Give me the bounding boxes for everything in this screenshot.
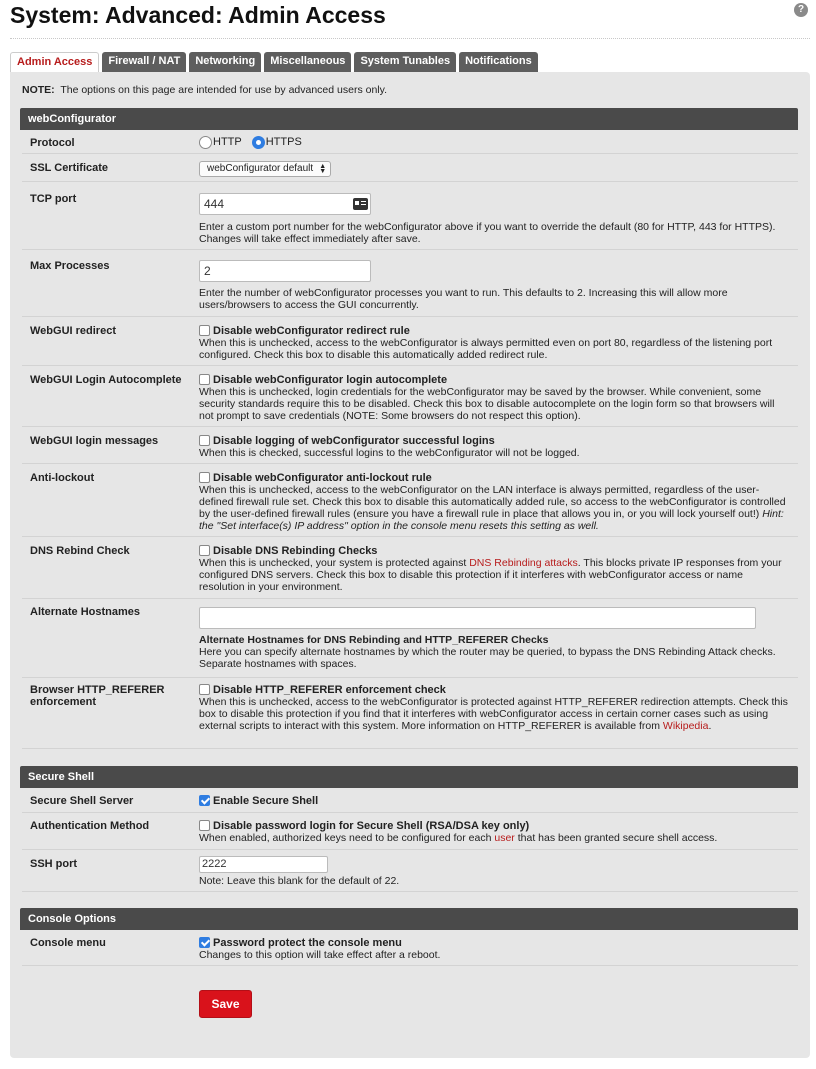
ssh-server-label: Secure Shell Server	[30, 795, 134, 807]
ssh-auth-help: When enabled, authorized keys need to be configured for each user that has been granted secure shell access.	[199, 832, 718, 844]
dns-rebind-help: When this is unchecked, your system is protected against DNS Rebinding attacks. This blocks private IP responses from your configured DNS servers. Check this box to disable this protection if it interferes with webConfigurator access or name resolution in your environment.	[199, 557, 782, 593]
ssh-port-row	[22, 850, 798, 892]
ssh-auth-label: Authentication Method	[30, 820, 150, 832]
login-messages-row	[22, 427, 798, 464]
dns-rebind-label: DNS Rebind Check	[30, 545, 130, 557]
alt-hostnames-label: Alternate Hostnames	[30, 606, 141, 618]
webgui-redirect-label: WebGUI redirect	[30, 325, 116, 337]
protocol-label: Protocol	[30, 137, 75, 149]
http-radio[interactable]	[199, 136, 212, 149]
ssh-port-input[interactable]: 2222	[199, 856, 328, 873]
anti-lockout-help: When this is unchecked, access to the webConfigurator on the LAN interface is always permitted, regardless of the user-defined firewall rule set. Check this box to disable this automatically added rule, so access to the webConfigurator is controlled by the user-defined firewall rules (ensure you have a firewall rule in place that allows you in, or you will lock yourself out!) Hint: the "Set interface(s) IP address" option in the console menu resets this setting as well.	[199, 484, 786, 532]
console-menu-label: Console menu	[30, 937, 106, 949]
max-processes-row	[22, 250, 798, 317]
alt-hostnames-row	[22, 599, 798, 678]
keypad-icon	[353, 198, 368, 210]
tab-miscellaneous[interactable]: Miscellaneous	[264, 52, 351, 72]
webgui-redirect-help: When this is unchecked, access to the webConfigurator is always permitted even on port 80, regardless of the listening port configured. Check this box to disable this automatically added redirect rule.	[199, 337, 773, 361]
ssh-auth-row	[22, 813, 798, 850]
section-webconfigurator-heading: webConfigurator	[20, 108, 798, 130]
anti-lockout-label: Anti-lockout	[30, 472, 95, 484]
http-referer-row	[22, 678, 798, 749]
http-referer-label: Browser HTTP_REFERER enforcement	[30, 684, 165, 708]
ssh-port-label: SSH port	[30, 858, 78, 870]
title-divider	[10, 38, 810, 39]
note-label: NOTE:	[22, 84, 55, 96]
ssh-password-disable-checkbox[interactable]	[199, 820, 210, 831]
dns-rebinding-attacks-link[interactable]: DNS Rebinding attacks	[469, 557, 578, 569]
login-messages-help: When this is checked, successful logins to the webConfigurator will not be logged.	[199, 447, 580, 459]
tcp-port-input[interactable]: 444	[199, 193, 371, 215]
ssl-certificate-select[interactable]: webConfigurator default ▲ ▼	[199, 161, 331, 177]
login-autocomplete-row	[22, 366, 798, 427]
max-processes-input[interactable]: 2	[199, 260, 371, 282]
console-menu-row	[22, 930, 798, 966]
anti-lockout-checkbox-label[interactable]: Disable webConfigurator anti-lockout rule	[213, 471, 432, 484]
ssh-password-disable-checkbox-label[interactable]: Disable password login for Secure Shell (RSA/DSA key only)	[213, 819, 530, 832]
help-icon[interactable]: ?	[794, 3, 808, 17]
protocol-http-option[interactable]: HTTP	[199, 136, 242, 149]
wikipedia-link[interactable]: Wikipedia	[662, 720, 709, 732]
page-title: System: Advanced: Admin Access	[10, 2, 386, 28]
webgui-redirect-row	[22, 317, 798, 366]
http-referer-help: When this is unchecked, access to the webConfigurator is protected against HTTP_REFERER redirection attempts. Check this box to disable this protection if you find that it interferes with webConfigurator access in certain corner cases such as using external scripts to interact with this system. More information on HTTP_REFERER is available from Wikipedia.	[199, 696, 788, 732]
tab-networking[interactable]: Networking	[189, 52, 261, 72]
tcp-port-row	[22, 182, 798, 250]
protocol-https-option[interactable]: HTTPS	[252, 136, 302, 149]
login-messages-checkbox-label[interactable]: Disable logging of webConfigurator successful logins	[213, 434, 495, 447]
login-messages-checkbox[interactable]	[199, 435, 210, 446]
protocol-radio-group	[199, 135, 791, 149]
login-autocomplete-checkbox[interactable]	[199, 374, 210, 385]
alt-hostnames-help: Here you can specify alternate hostnames by which the router may be queried, to bypass the DNS Rebinding Attack checks. Separate hostnames with spaces.	[199, 646, 776, 670]
tab-admin-access[interactable]: Admin Access	[10, 52, 99, 72]
http-referer-checkbox[interactable]	[199, 684, 210, 695]
save-button[interactable]: Save	[199, 990, 252, 1018]
anti-lockout-checkbox[interactable]	[199, 472, 210, 483]
login-autocomplete-label: WebGUI Login Autocomplete	[30, 374, 182, 386]
section-console-options-heading: Console Options	[20, 908, 798, 930]
login-autocomplete-checkbox-label[interactable]: Disable webConfigurator login autocomplete	[213, 373, 448, 386]
console-password-checkbox-label[interactable]: Password protect the console menu	[213, 936, 402, 949]
webgui-redirect-checkbox-label[interactable]: Disable webConfigurator redirect rule	[213, 324, 410, 337]
http-referer-checkbox-label[interactable]: Disable HTTP_REFERER enforcement check	[213, 683, 446, 696]
ssh-port-help: Note: Leave this blank for the default of 22.	[199, 875, 400, 887]
alt-hostnames-help-title: Alternate Hostnames for DNS Rebinding and HTTP_REFERER Checks	[199, 634, 549, 646]
tcp-port-help: Enter a custom port number for the webConfigurator above if you want to override the default (80 for HTTP, 443 for HTTPS). Changes will take effect immediately after save.	[199, 221, 776, 245]
dns-rebind-row	[22, 537, 798, 599]
dns-rebind-checkbox[interactable]	[199, 545, 210, 556]
advanced-note	[22, 84, 387, 96]
ssh-server-row	[22, 788, 798, 813]
webgui-redirect-checkbox[interactable]	[199, 325, 210, 336]
settings-panel	[10, 72, 810, 1058]
tab-firewall-nat[interactable]: Firewall / NAT	[102, 52, 186, 72]
login-autocomplete-help: When this is unchecked, login credentials for the webConfigurator may be saved by the browser. While convenient, some security standards require this to be disabled. Check this box to disable autocomplete on the login form so that browsers will not prompt to save credentials (NOTE: Some browsers do not respect this option).	[199, 386, 775, 422]
protocol-row	[22, 130, 798, 154]
console-password-checkbox[interactable]	[199, 937, 210, 948]
dns-rebind-checkbox-label[interactable]: Disable DNS Rebinding Checks	[213, 544, 378, 557]
console-menu-help: Changes to this option will take effect after a reboot.	[199, 949, 441, 961]
tab-system-tunables[interactable]: System Tunables	[354, 52, 456, 72]
tab-notifications[interactable]: Notifications	[459, 52, 538, 72]
ssh-enable-checkbox-label[interactable]: Enable Secure Shell	[213, 794, 319, 807]
alt-hostnames-input[interactable]	[199, 607, 756, 629]
login-messages-label: WebGUI login messages	[30, 435, 159, 447]
tab-bar	[10, 52, 538, 72]
https-radio[interactable]	[252, 136, 265, 149]
anti-lockout-row	[22, 464, 798, 537]
tcp-port-label: TCP port	[30, 193, 77, 205]
ssl-certificate-row	[22, 154, 798, 182]
ssl-certificate-label: SSL Certificate	[30, 162, 109, 174]
note-text: The options on this page are intended for use by advanced users only.	[60, 84, 388, 96]
user-link[interactable]: user	[494, 832, 515, 844]
section-secure-shell-heading: Secure Shell	[20, 766, 798, 788]
anti-lockout-hint: Hint: the "Set interface(s) IP address" option in the console menu resets this setting as well.	[199, 508, 784, 532]
max-processes-help: Enter the number of webConfigurator processes you want to run. This defaults to 2. Increasing this will allow more users/browsers to access the GUI concurrently.	[199, 287, 728, 311]
max-processes-label: Max Processes	[30, 260, 110, 272]
ssh-enable-checkbox[interactable]	[199, 795, 210, 806]
select-arrows-icon: ▲ ▼	[319, 163, 327, 175]
